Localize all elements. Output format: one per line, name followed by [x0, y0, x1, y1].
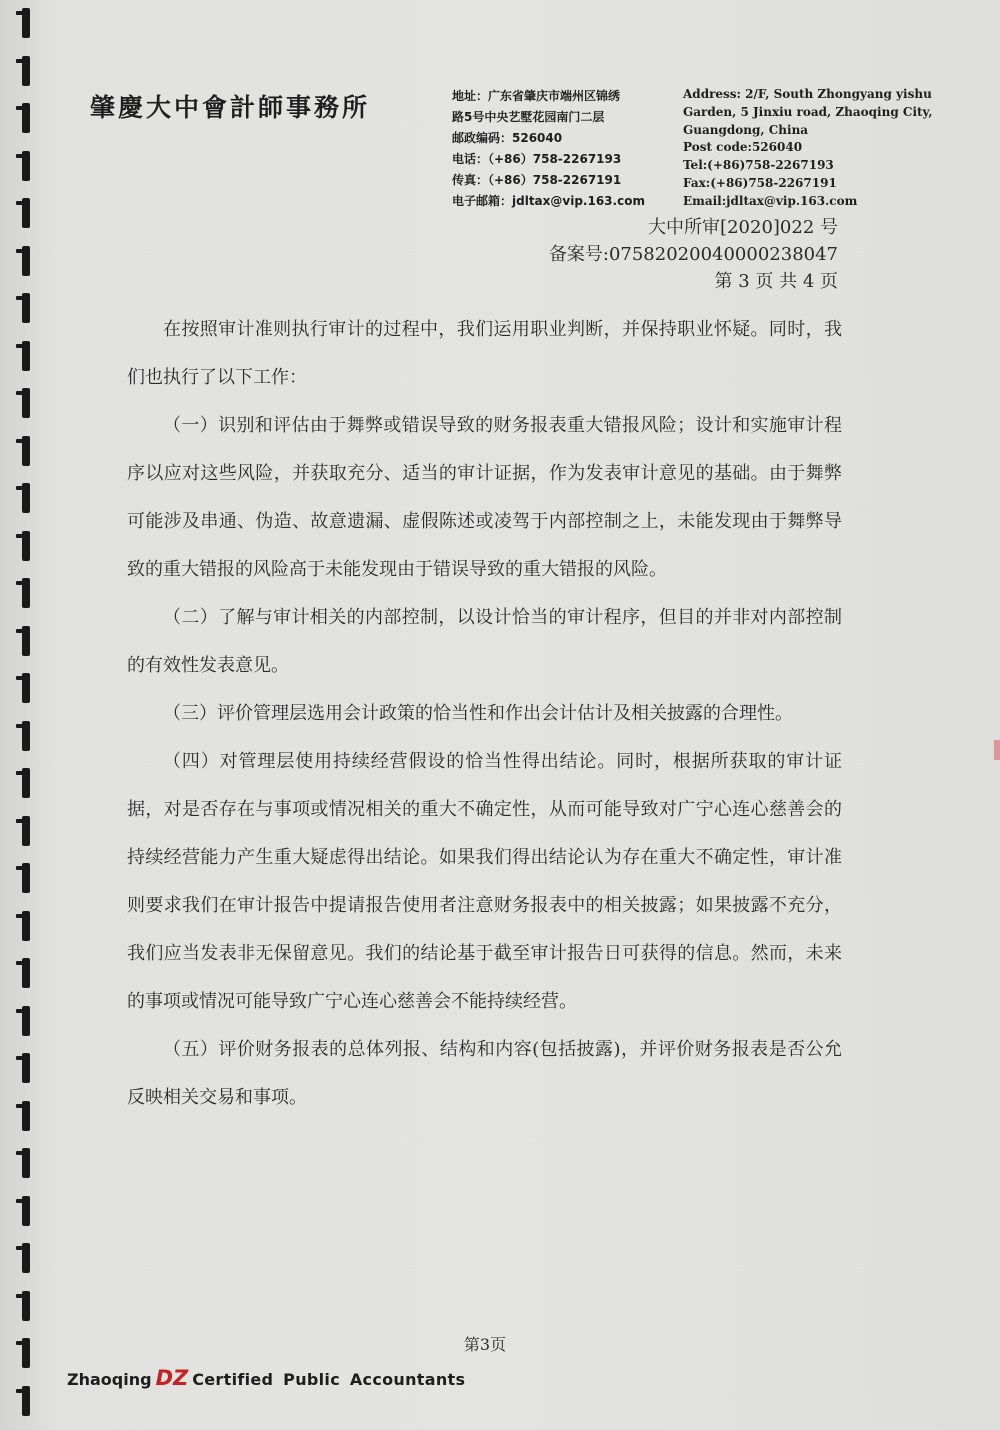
address-en-line: Guangdong, China	[683, 122, 809, 137]
binding-hole	[22, 1101, 30, 1131]
firm-name: 肇慶大中會計師事務所	[90, 93, 371, 122]
postcode-cn: 邮政编码：526040	[452, 131, 563, 145]
address-cn-line: 地址：广东省肇庆市端州区锦绣	[452, 89, 621, 103]
reference-block	[549, 214, 838, 295]
address-en-line: Garden, 5 Jinxiu road, Zhaoqing City,	[683, 104, 933, 119]
body-paragraph: （五）评价财务报表的总体列报、结构和内容(包括披露)，并评价财务报表是否公允反映相关交易和事项。	[127, 1039, 842, 1108]
binding-hole	[22, 1006, 30, 1036]
footer-brand-logo: DZ	[155, 1366, 189, 1390]
phone-cn: 电话：（+86）758-2267193	[452, 152, 622, 166]
binding-hole	[22, 958, 30, 988]
binding-hole	[22, 436, 30, 466]
footer-brand	[67, 1366, 465, 1390]
binding-hole	[22, 531, 30, 561]
binding-hole	[22, 246, 30, 276]
binding-hole	[22, 388, 30, 418]
email-cn: 电子邮箱：jdltax@vip.163.com	[452, 194, 645, 208]
fax-cn: 传真：（+86）758-2267191	[452, 173, 622, 187]
binding-hole	[22, 911, 30, 941]
binding-hole	[22, 1243, 30, 1273]
page-number-label: 第3页	[463, 1335, 507, 1354]
binding-hole	[22, 1148, 30, 1178]
body-paragraph: （一）识别和评估由于舞弊或错误导致的财务报表重大错报风险；设计和实施审计程序以应对这些风险，并获取充分、适当的审计证据，作为发表审计意见的基础。由于舞弊可能涉及串通、伪造、故意遗漏、虚假陈述或凌驾于内部控制之上，未能发现由于舞弊导致的重大错报的风险高于未能发现由于错误导致的重大错报的风险。	[127, 415, 842, 580]
binding-hole	[22, 816, 30, 846]
report-number: 大中所审[2020]022 号	[648, 217, 838, 238]
body-paragraph: 在按照审计准则执行审计的过程中，我们运用职业判断，并保持职业怀疑。同时，我们也执行了以下工作：	[127, 319, 842, 388]
postcode-en: Post code:526040	[683, 140, 803, 155]
body-paragraph: （四）对管理层使用持续经营假设的恰当性得出结论。同时，根据所获取的审计证据，对是否存在与事项或情况相关的重大不确定性，从而可能导致对广宁心连心慈善会的持续经营能力产生重大疑虑得出结论。如果我们得出结论认为存在重大不确定性，审计准则要求我们在审计报告中提请报告使用者注意财务报表中的相关披露；如果披露不充分，我们应当发表非无保留意见。我们的结论基于截至审计报告日可获得的信息。然而，未来的事项或情况可能导致广宁心连心慈善会不能持续经营。	[127, 751, 842, 1012]
footer-brand-prefix: Zhaoqing	[67, 1370, 152, 1389]
filing-number: 备案号:07582020040000238047	[548, 244, 838, 265]
binding-hole	[22, 768, 30, 798]
binding-hole	[22, 151, 30, 181]
binding-hole	[22, 673, 30, 703]
binding-strip	[0, 0, 46, 1430]
binding-hole	[22, 483, 30, 513]
address-chinese	[452, 86, 667, 212]
body-paragraph: （二）了解与审计相关的内部控制，以设计恰当的审计程序，但目的并非对内部控制的有效性发表意见。	[127, 607, 842, 676]
phone-en: Tel:(+86)758-2267193	[683, 158, 834, 173]
binding-hole	[22, 341, 30, 371]
body-paragraph: （三）评价管理层选用会计政策的恰当性和作出会计估计及相关披露的合理性。	[163, 703, 793, 724]
address-cn-line: 路5号中央艺墅花园南门二层	[452, 110, 605, 124]
binding-hole	[22, 198, 30, 228]
address-english	[683, 86, 943, 211]
binding-hole	[22, 721, 30, 751]
binding-hole	[22, 1196, 30, 1226]
email-en: Email:jdltax@vip.163.com	[683, 193, 858, 208]
page-edge-stain	[994, 740, 1000, 760]
binding-hole	[22, 1291, 30, 1321]
binding-hole	[22, 863, 30, 893]
binding-hole	[22, 1386, 30, 1416]
binding-hole	[22, 56, 30, 86]
page-number	[0, 1332, 1000, 1355]
binding-hole	[22, 578, 30, 608]
fax-en: Fax:(+86)758-2267191	[683, 175, 837, 190]
page-count: 第 3 页 共 4 页	[714, 271, 838, 292]
binding-hole	[22, 8, 30, 38]
binding-hole	[22, 103, 30, 133]
binding-hole	[22, 293, 30, 323]
footer-brand-suffix: Certified Public Accountants	[192, 1370, 466, 1389]
binding-hole	[22, 1053, 30, 1083]
address-en-line: Address: 2/F, South Zhongyang yishu	[683, 87, 932, 101]
binding-hole	[22, 626, 30, 656]
body-text	[127, 306, 842, 1122]
